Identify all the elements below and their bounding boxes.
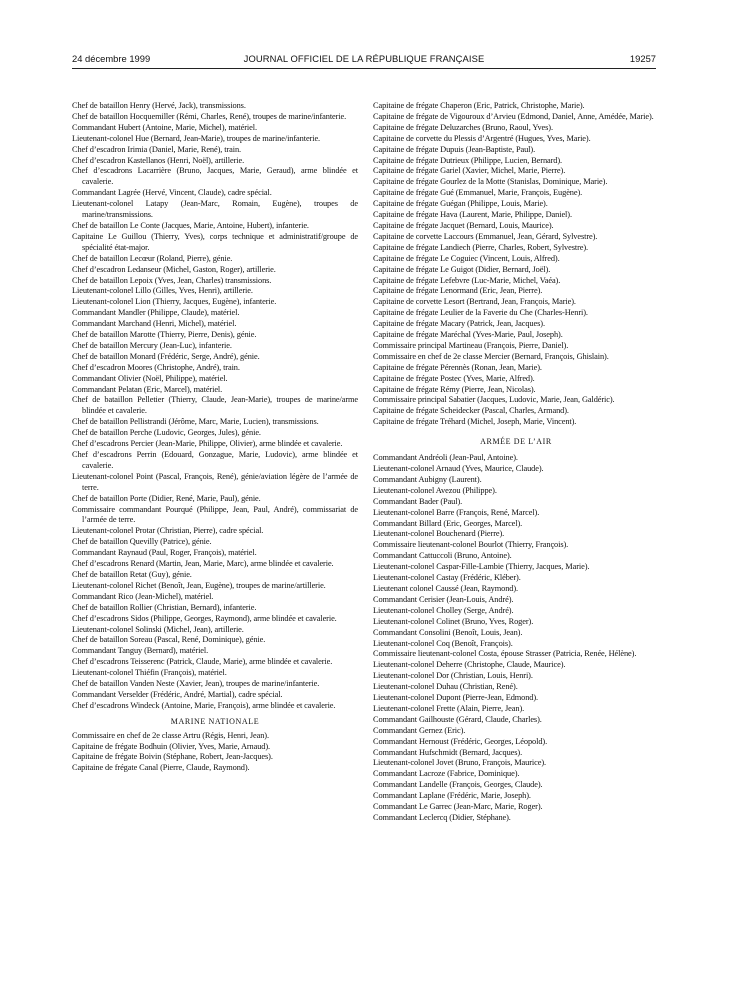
list-item: Capitaine de frégate Leulier de la Faverie du Che (Charles-Henri). — [373, 308, 588, 318]
list-item: Chef d’escadrons Sidos (Philippe, Georges, Raymond), arme blindée et cavalerie. — [72, 613, 337, 623]
list-item: Chef de bataillon Porte (Didier, René, Marie, Paul), génie. — [72, 493, 261, 503]
list-item: Lieutenant-colonel Duhau (Christian, René). — [373, 682, 518, 692]
list-item: Chef de bataillon Vanden Neste (Xavier, Jean), troupes de marine/infanterie. — [72, 679, 320, 689]
left-entries-army — [72, 101, 358, 712]
list-item: Chef d’escadron Irimia (Daniel, Marie, René), train. — [72, 144, 242, 154]
list-item: Capitaine de corvette Lesort (Bertrand, Jean, François, Marie). — [373, 297, 576, 307]
list-item: Chef de bataillon Marotte (Thierry, Pierre, Denis), génie. — [72, 330, 257, 340]
list-item: Chef d’escadrons Percier (Jean-Marie, Philippe, Olivier), arme blindée et cavalerie. — [72, 439, 343, 449]
list-item: Capitaine de frégate Guégan (Philippe, Louis, Marie). — [373, 199, 548, 209]
page-number: 19257 — [629, 53, 656, 64]
right-column — [373, 101, 659, 824]
list-item: Commandant Marchand (Henri, Michel), matériel. — [72, 319, 237, 329]
list-item: Commandant Bader (Paul). — [373, 496, 463, 506]
list-item: Capitaine de frégate Postec (Yves, Marie, Alfred). — [373, 373, 535, 383]
list-item: Chef de bataillon Pellistrandi (Jérôme, Marc, Marie, Lucien), transmissions. — [72, 417, 319, 427]
list-item: Commandant Hernoust (Frédéric, Georges, Léopold). — [373, 736, 548, 746]
list-item: Capitaine de frégate Lenormand (Eric, Jean, Pierre). — [373, 286, 543, 296]
right-entries-navy — [373, 101, 659, 428]
list-item: Commandant Hubert (Antoine, Marie, Michel), matériel. — [72, 122, 257, 132]
list-item: Commissaire commandant Pourqué (Philippe, Jean, Paul, André), commissariat de l’armée de terre. — [72, 504, 358, 525]
list-item: Capitaine de frégate Le Guigot (Didier, Bernard, Joël). — [373, 264, 551, 274]
list-item: Commissaire lieutenant-colonel Costa, épouse Strasser (Patricia, Renée, Hélène). — [373, 649, 637, 659]
list-item: Capitaine de frégate Gué (Emmanuel, Marie, François, Eugène). — [373, 188, 583, 198]
list-item: Capitaine de frégate Lefebvre (Luc-Marie, Michel, Vaéa). — [373, 275, 561, 285]
list-item: Lieutenant-colonel Solinski (Michel, Jean), artillerie. — [72, 624, 244, 634]
list-item: Lieutenant-colonel Barre (François, René, Marcel). — [373, 507, 540, 517]
list-item: Chef de bataillon Monard (Frédéric, Serge, André), génie. — [72, 351, 260, 361]
list-item: Chef de bataillon Mercury (Jean-Luc), infanterie. — [72, 340, 232, 350]
list-item: Commissaire en chef de 2e classe Artru (Régis, Henri, Jean). — [72, 730, 269, 740]
list-item: Lieutenant-colonel Dor (Christian, Louis, Henri). — [373, 671, 533, 681]
list-item: Commandant Mandler (Philippe, Claude), matériel. — [72, 308, 240, 318]
list-item: Lieutenant-colonel Point (Pascal, François, René), génie/aviation légère de l’armée de terre. — [72, 471, 358, 492]
list-item: Capitaine de frégate Gariel (Xavier, Michel, Marie, Pierre). — [373, 166, 566, 176]
list-item: Capitaine de frégate Bodhuin (Olivier, Yves, Marie, Arnaud). — [72, 741, 271, 751]
list-item: Lieutenant-colonel Frette (Alain, Pierre, Jean). — [373, 703, 525, 713]
list-item: Chef de bataillon Pelletier (Thierry, Claude, Jean-Marie), troupes de marine/arme blindée et cavalerie. — [72, 395, 358, 416]
list-item: Commandant Verselder (Frédéric, André, Martial), cadre spécial. — [72, 689, 283, 699]
list-item: Lieutenant-colonel Avezou (Philippe). — [373, 485, 497, 495]
list-item: Commissaire principal Sabatier (Jacques, Ludovic, Marie, Jean, Galdéric). — [373, 395, 615, 405]
list-item: Chef de bataillon Rollier (Christian, Bernard), infanterie. — [72, 602, 257, 612]
list-item: Capitaine de frégate Maréchal (Yves-Marie, Paul, Joseph). — [373, 330, 563, 340]
list-item: Commissaire principal Martineau (François, Pierre, Daniel). — [373, 340, 569, 350]
list-item: Capitaine de frégate Dutrieux (Philippe, Lucien, Bernard). — [373, 155, 563, 165]
list-item: Commandant Le Garrec (Jean-Marc, Marie, Roger). — [373, 802, 543, 812]
list-item: Capitaine de frégate Tréhard (Michel, Joseph, Marie, Vincent). — [373, 417, 577, 427]
list-item: Lieutenant-colonel Hue (Bernard, Jean-Marie), troupes de marine/infanterie. — [72, 133, 321, 143]
section-title-marine: MARINE NATIONALE — [170, 716, 260, 726]
list-item: Chef de bataillon Henry (Hervé, Jack), transmissions. — [72, 101, 246, 110]
list-item: Chef de bataillon Le Conte (Jacques, Marie, Antoine, Hubert), infanterie. — [72, 220, 309, 230]
list-item: Lieutenant-colonel Dupont (Pierre-Jean, Edmond). — [373, 693, 539, 703]
list-item: Lieutenant-colonel Lion (Thierry, Jacques, Eugène), infanterie. — [72, 297, 277, 307]
list-item: Capitaine de frégate Hava (Laurent, Marie, Philippe, Daniel). — [373, 210, 572, 220]
list-item: Lieutenant-colonel Protar (Christian, Pierre), cadre spécial. — [72, 526, 264, 536]
list-item: Lieutenant-colonel Lillo (Gilles, Yves, Henri), artillerie. — [72, 286, 253, 296]
list-item: Lieutenant-colonel Bouchenard (Pierre). — [373, 529, 505, 539]
list-item: Capitaine de frégate Gourlez de la Motte (Stanislas, Dominique, Marie). — [373, 177, 608, 187]
list-item: Chef d’escadrons Teisserenc (Patrick, Claude, Marie), arme blindée et cavalerie. — [72, 657, 333, 667]
left-entries-navy — [72, 731, 358, 775]
list-item: Commandant Raynaud (Paul, Roger, François), matériel. — [72, 548, 257, 558]
list-item: Chef d’escadrons Renard (Martin, Jean, Marie, Marc), arme blindée et cavalerie. — [72, 559, 334, 569]
list-item: Lieutenant-colonel Colinet (Bruno, Yves, Roger). — [373, 616, 534, 626]
list-item: Lieutenant-colonel Castay (Frédéric, Kléber). — [373, 573, 521, 583]
list-item: Chef d’escadron Kastellanos (Henri, Noël), artillerie. — [72, 155, 245, 165]
list-item: Chef d’escadron Ledanseur (Michel, Gaston, Roger), artillerie. — [72, 264, 276, 274]
list-item: Commandant Olivier (Noël, Philippe), matériel. — [72, 373, 228, 383]
list-item: Commissaire lieutenant-colonel Bourlot (Thierry, François). — [373, 540, 569, 550]
list-item: Capitaine de frégate Macary (Patrick, Jean, Jacques). — [373, 319, 545, 329]
list-item: Chef de bataillon Quevilly (Patrice), génie. — [72, 537, 212, 547]
list-item: Capitaine de frégate de Vigouroux d’Arvieu (Edmond, Daniel, Anne, Amédée, Marie). — [373, 111, 654, 121]
list-item: Commandant Lacroze (Fabrice, Dominique). — [373, 769, 520, 779]
right-entries-air — [373, 453, 659, 824]
list-item: Chef d’escadron Moores (Christophe, André), train. — [72, 362, 240, 372]
list-item: Lieutenant colonel Caussé (Jean, Raymond). — [373, 583, 519, 593]
list-item: Chef de bataillon Soreau (Pascal, René, Dominique), génie. — [72, 635, 266, 645]
list-item: Lieutenant-colonel Richet (Benoît, Jean, Eugène), troupes de marine/artillerie. — [72, 580, 326, 590]
header-date: 24 décembre 1999 — [72, 53, 151, 64]
list-item: Capitaine de frégate Chaperon (Eric, Patrick, Christophe, Marie). — [373, 101, 585, 110]
list-item: Capitaine de corvette du Plessis d’Argentré (Hugues, Yves, Marie). — [373, 133, 591, 143]
list-item: Chef d’escadrons Lacarrière (Bruno, Jacques, Marie, Geraud), arme blindée et cavalerie. — [72, 166, 358, 187]
list-item: Commandant Billard (Eric, Georges, Marcel). — [373, 518, 523, 528]
list-item: Lieutenant-colonel Caspar-Fille-Lambie (Thierry, Jacques, Marie). — [373, 562, 590, 572]
list-item: Lieutenant-colonel Cholley (Serge, André). — [373, 605, 514, 615]
list-item: Commissaire en chef de 2e classe Mercier (Bernard, François, Ghislain). — [373, 351, 609, 361]
list-item: Chef de bataillon Retat (Guy), génie. — [72, 569, 192, 579]
list-item: Chef de bataillon Hocquemiller (Rémi, Charles, René), troupes de marine/infanterie. — [72, 111, 347, 121]
list-item: Commandant Aubigny (Laurent). — [373, 474, 482, 484]
list-item: Capitaine de frégate Jacquet (Bernard, Louis, Maurice). — [373, 220, 554, 230]
header-rule — [72, 68, 656, 69]
list-item: Commandant Consolini (Benoît, Louis, Jean). — [373, 627, 523, 637]
list-item: Commandant Tanguy (Bernard), matériel. — [72, 646, 209, 656]
list-item: Commandant Laplane (Frédéric, Marie, Joseph). — [373, 791, 531, 801]
list-item: Chef d’escadrons Windeck (Antoine, Marie, François), arme blindée et cavalerie. — [72, 700, 336, 710]
list-item: Chef de bataillon Lepoix (Yves, Jean, Charles) transmissions. — [72, 275, 272, 285]
page-header — [72, 52, 656, 66]
list-item: Chef de bataillon Lecœur (Roland, Pierre), génie. — [72, 253, 233, 263]
list-item: Capitaine Le Guillou (Thierry, Yves), corps technique et administratif/groupe de spécialité état-major. — [72, 231, 358, 252]
list-item: Commandant Rico (Jean-Michel), matériel. — [72, 591, 214, 601]
list-item: Capitaine de frégate Le Coguiec (Vincent, Louis, Alfred). — [373, 253, 560, 263]
list-item: Capitaine de frégate Rémy (Pierre, Jean, Nicolas). — [373, 384, 536, 394]
list-item: Commandant Pelatan (Eric, Marcel), matériel. — [72, 384, 223, 394]
list-item: Capitaine de frégate Dupuis (Jean-Baptiste, Paul). — [373, 144, 536, 154]
list-item: Commandant Gailhouste (Gérard, Claude, Charles). — [373, 714, 542, 724]
list-item: Commandant Landelle (François, Georges, Claude). — [373, 780, 543, 790]
list-item: Capitaine de frégate Boivin (Stéphane, Robert, Jean-Jacques). — [72, 752, 273, 762]
list-item: Commandant Lagrée (Hervé, Vincent, Claude), cadre spécial. — [72, 188, 272, 198]
left-column — [72, 101, 358, 774]
list-item: Lieutenant-colonel Coq (Benoît, François). — [373, 638, 513, 648]
list-item: Capitaine de frégate Deluzarches (Bruno, Raoul, Yves). — [373, 122, 553, 132]
list-item: Capitaine de frégate Scheidecker (Pascal, Charles, Armand). — [373, 406, 569, 416]
list-item: Capitaine de frégate Landiech (Pierre, Charles, Robert, Sylvestre). — [373, 242, 589, 252]
list-item: Commandant Andréoli (Jean-Paul, Antoine). — [373, 453, 518, 463]
list-item: Commandant Leclercq (Didier, Stéphane). — [373, 813, 511, 822]
list-item: Lieutenant-colonel Arnaud (Yves, Maurice, Claude). — [373, 464, 544, 473]
list-item: Commandant Cattuccoli (Bruno, Antoine). — [373, 551, 512, 561]
list-item: Capitaine de corvette Laccours (Emmanuel, Jean, Gérard, Sylvestre). — [373, 231, 598, 241]
list-item: Capitaine de frégate Pérennès (Ronan, Jean, Marie). — [373, 362, 542, 372]
list-item: Chef de bataillon Perche (Ludovic, Georges, Jules), génie. — [72, 428, 261, 438]
list-item: Commandant Cerisier (Jean-Louis, André). — [373, 594, 514, 604]
list-item: Commandant Gernez (Eric). — [373, 725, 466, 735]
list-item: Lieutenant-colonel Jovet (Bruno, François, Maurice). — [373, 758, 546, 768]
list-item: Chef d’escadrons Perrin (Edouard, Gonzague, Marie, Ludovic), arme blindée et cavalerie. — [72, 450, 358, 470]
section-title-air: ARMÉE DE L’AIR — [480, 437, 552, 447]
list-item: Lieutenant-colonel Thiéfin (François), matériel. — [72, 668, 227, 678]
list-item: Lieutenant-colonel Deherre (Christophe, Claude, Maurice). — [373, 660, 566, 670]
list-item: Commandant Hufschmidt (Bernard, Jacques). — [373, 747, 523, 757]
journal-title: JOURNAL OFFICIEL DE LA RÉPUBLIQUE FRANÇAISE — [243, 53, 485, 64]
list-item: Capitaine de frégate Canal (Pierre, Claude, Raymond). — [72, 763, 250, 773]
list-item: Lieutenant-colonel Latapy (Jean-Marc, Romain, Eugène), troupes de marine/transmissions. — [72, 199, 358, 220]
